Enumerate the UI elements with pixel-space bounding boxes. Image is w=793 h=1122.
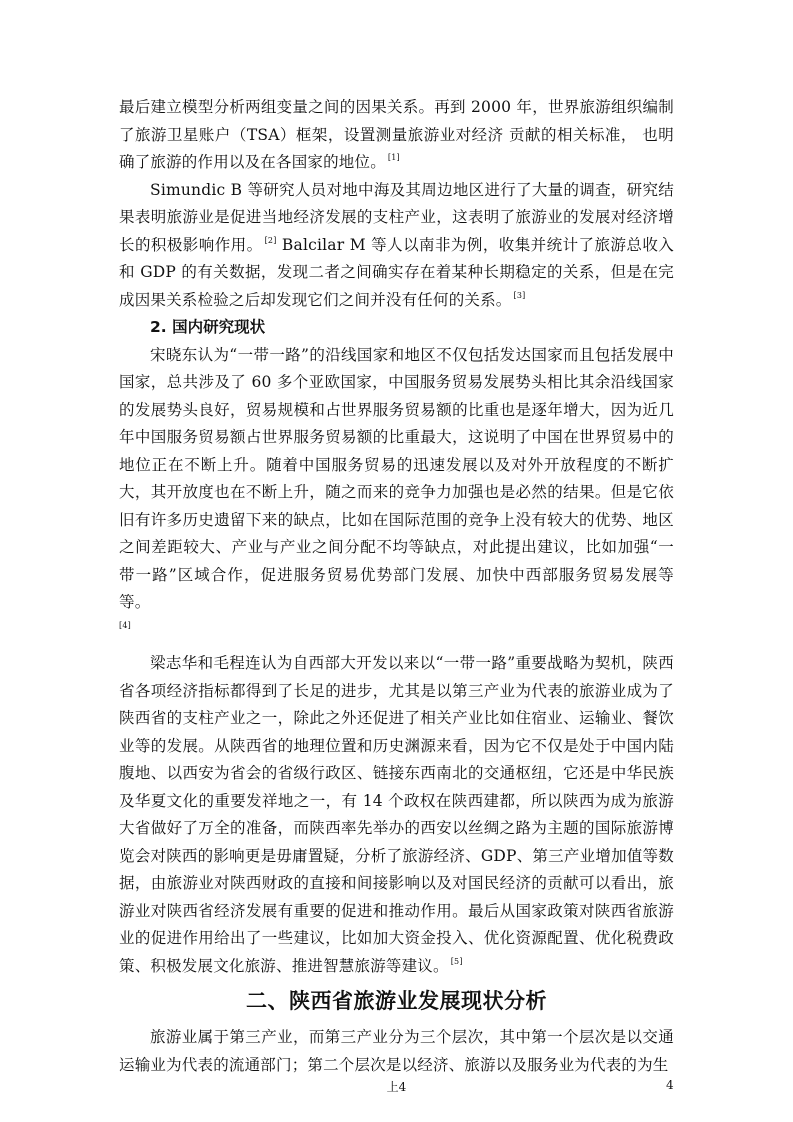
- page-number: 4: [666, 1078, 674, 1092]
- section-heading: 二、陕西省旅游业发展现状分析: [246, 989, 547, 1013]
- citation-ref: [3]: [513, 290, 526, 300]
- paragraph-1: [119, 94, 674, 177]
- paragraph-3: [119, 342, 674, 645]
- paragraph-text: 宋晓东认为“一带一路”的沿线国家和地区不仅包括发达国家而且包括发展中国家，总共涉及了 60 多个亚欧国家，中国服务贸易发展势头相比其余沿线国家的发展势头良好，贸易规模和占世界服务贸易额的比重也是逐年增大，因为近几年中国服务贸易额占世界服务贸易额的比重最大，这说明了中国在世界贸易中的地位正在不断上升。随着中国服务贸易的迅速发展以及对外开放程度的不断扩大，其开放度也在不断上升，随之而来的竞争力加强也是必然的结果。但是它依旧有许多历史遗留下来的缺点，比如在国际范围的竞争上没有较大的优势、地区之间差距较大、产业与产业之间分配不均等缺点，对此提出建议，比如加强“一带一路”区域合作，促进服务贸易优势部门发展、加快中西部服务贸易发展等等。: [119, 345, 674, 611]
- paragraph-text: 最后建立模型分析两组变量之间的因果关系。再到 2000 年，世界旅游组织编制了旅游卫星账户（TSA）框架，设置测量旅游业对经济 贡献的相关标准， 也明确了旅游的作用以及在各国家的地位。: [119, 98, 674, 171]
- paragraph-text: Simundic B 等研究人员对地中海及其周边地区进行了大量的调查，研究结果表明旅游业是促进当地经济发展的支柱产业，这表明了旅游业的发展对经济增长的积极影响作用。: [119, 180, 674, 254]
- footer-label: 上4: [386, 1080, 407, 1094]
- paragraph-5: [119, 1024, 674, 1079]
- citation-ref: [4]: [119, 620, 131, 630]
- citation-ref: [5]: [450, 956, 463, 966]
- paragraph-2: [119, 177, 674, 315]
- paragraph-text: Balcilar M 等人以南非为例，收集并统计了旅游总收入和 GDP 的有关数据，发现二者之间确实存在着某种长期稳定的关系，但是在完成因果关系检验之后却发现它们之间并没有任何的关系。: [119, 235, 674, 309]
- citation-ref: [2]: [264, 235, 277, 245]
- paragraph-4: [119, 650, 674, 980]
- paragraph-text: 旅游业属于第三产业，而第三产业分为三个层次，其中第一个层次是以交通运输业为代表的流通部门；第二个层次是以经济、旅游以及服务业为代表的为生: [119, 1028, 674, 1074]
- subsection-heading: 2. 国内研究现状: [150, 318, 266, 336]
- citation-ref: [1]: [387, 153, 400, 162]
- paragraph-text: 梁志华和毛程连认为自西部大开发以来以“一带一路”重要战略为契机，陕西省各项经济指标都得到了长足的进步，尤其是以第三产业为代表的旅游业成为了陕西省的支柱产业之一，除此之外还促进了相关产业比如住宿业、运输业、餐饮业等的发展。从陕西省的地理位置和历史渊源来看，因为它不仅是处于中国内陆腹地、以西安为省会的省级行政区、链接东西南北的交通枢纽，它还是中华民族及华夏文化的重要发祥地之一，有 14 个政权在陕西建都，所以陕西为成为旅游大省做好了万全的准备，而陕西率先举办的西安以丝绸之路为主题的国际旅游博览会对陕西的影响更是毋庸置疑，分析了旅游经济、GDP、第三产业增加值等数据，由旅游业对陕西财政的直接和间接影响以及对国民经济的贡献可以看出，旅游业对陕西省经济发展有重要的促进和推动作用。最后从国家政策对陕西省旅游业的促进作用给出了一些建议，比如加大资金投入、优化资源配置、优化税费政策、积极发展文化旅游、推进智慧旅游等建议。: [119, 654, 674, 975]
- body-text: [119, 94, 674, 1079]
